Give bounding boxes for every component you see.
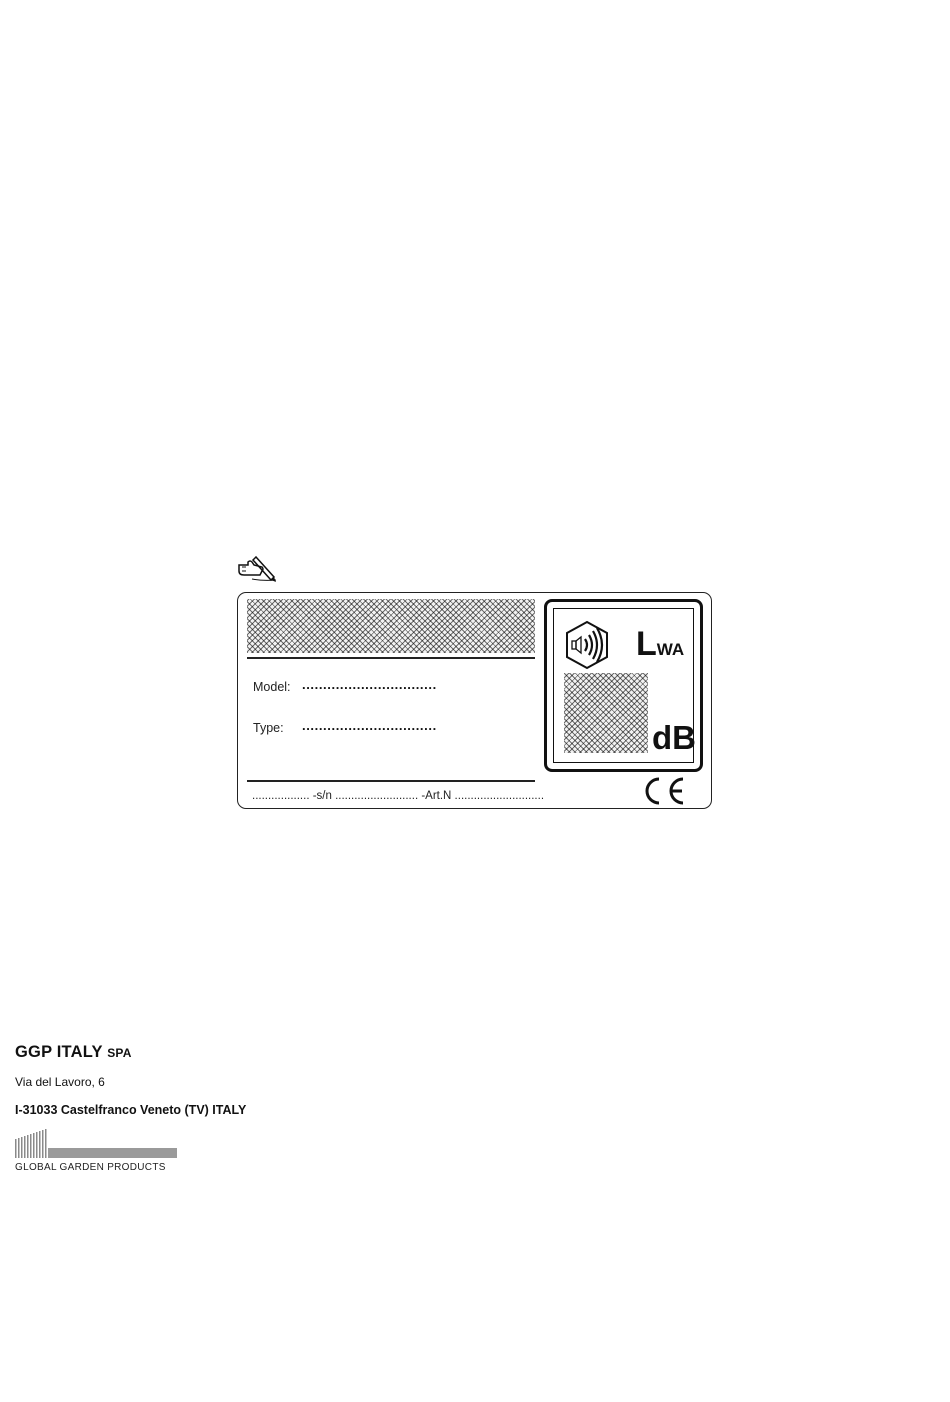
hand-writing-note-icon bbox=[236, 553, 278, 583]
noise-level-box bbox=[544, 599, 703, 772]
serial-article-line: .................. -s/n .......................... -Art.N ............................ bbox=[252, 790, 545, 802]
model-value: ................................ bbox=[302, 677, 437, 692]
type-value: ................................ bbox=[302, 718, 437, 733]
divider bbox=[247, 657, 535, 659]
manufacturer-placeholder-hatch bbox=[247, 599, 535, 653]
company-name-main: GGP ITALY bbox=[15, 1043, 103, 1061]
lwa-main: L bbox=[636, 625, 657, 663]
type-label: Type: bbox=[253, 721, 284, 735]
company-street: Via del Lavoro, 6 bbox=[15, 1075, 105, 1089]
lwa-subscript: WA bbox=[656, 640, 685, 659]
model-label: Model: bbox=[253, 680, 291, 694]
ce-mark-icon bbox=[641, 776, 687, 806]
noise-value-hatch bbox=[564, 673, 648, 753]
divider bbox=[247, 780, 535, 782]
db-unit: dB bbox=[652, 719, 696, 756]
ggp-logo-icon bbox=[15, 1129, 177, 1158]
rating-plate bbox=[237, 592, 712, 809]
lwa-symbol bbox=[636, 627, 684, 661]
sound-power-hexagon-icon bbox=[562, 619, 612, 671]
company-name-suffix: SPA bbox=[107, 1046, 132, 1060]
ggp-logo-text: GLOBAL GARDEN PRODUCTS bbox=[15, 1162, 166, 1173]
noise-level-inner-frame bbox=[553, 608, 694, 763]
company-name bbox=[15, 1043, 132, 1062]
company-city: I-31033 Castelfranco Veneto (TV) ITALY bbox=[15, 1103, 247, 1117]
